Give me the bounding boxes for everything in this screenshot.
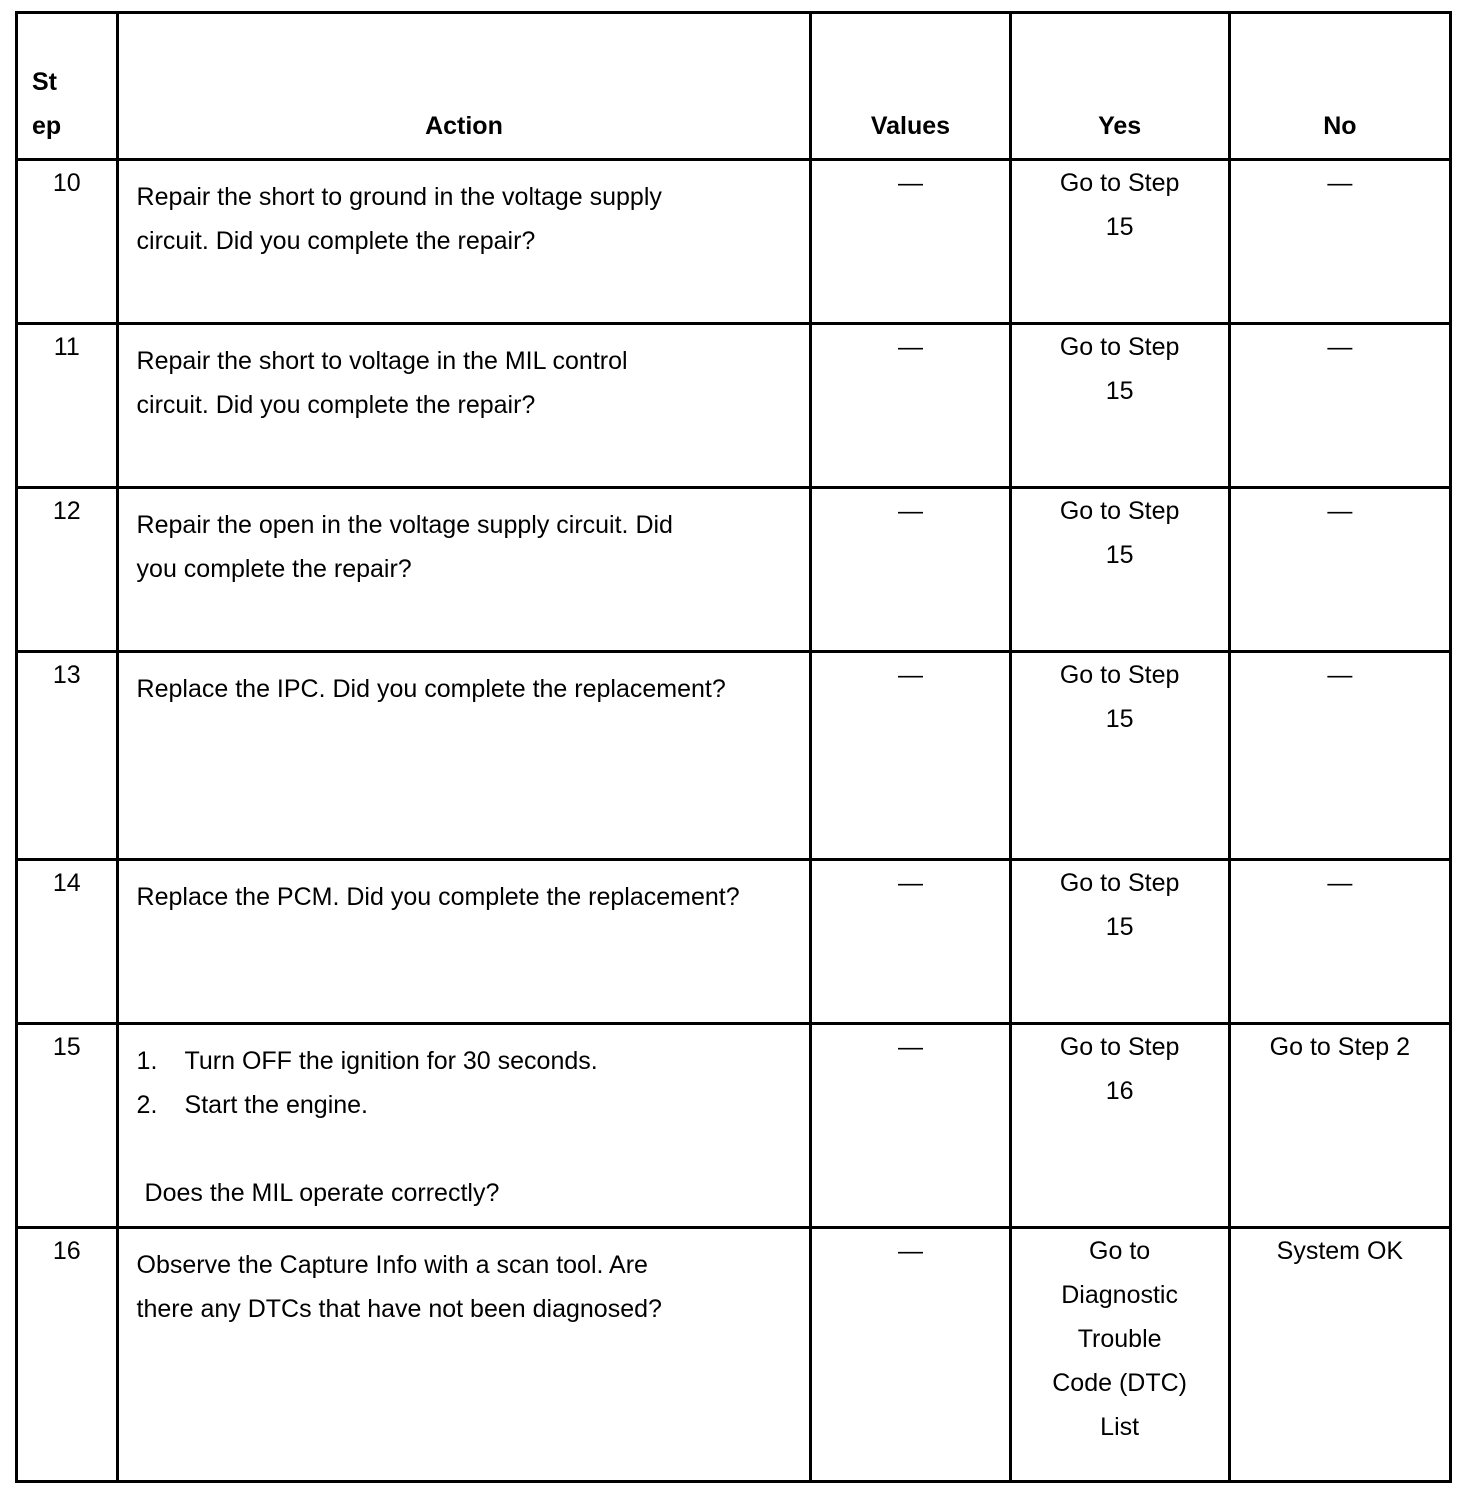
list-item — [137, 1083, 794, 1127]
action-cell — [117, 1228, 811, 1482]
yes-cell — [1010, 488, 1229, 652]
step-number: 14 — [17, 860, 118, 1024]
action-text: circuit. Did you complete the repair? — [136, 391, 536, 419]
values-cell: — — [811, 860, 1010, 1024]
action-question: Does the MIL operate correctly? — [144, 1179, 500, 1207]
action-cell — [117, 860, 811, 1024]
yes-text: Go to Step — [1059, 333, 1180, 361]
yes-cell — [1010, 1228, 1229, 1482]
no-cell: — — [1229, 160, 1450, 324]
no-cell: — — [1229, 652, 1450, 860]
yes-cell — [1010, 652, 1229, 860]
step-number: 13 — [17, 652, 118, 860]
yes-text: 15 — [1105, 213, 1134, 241]
step-number: 12 — [17, 488, 118, 652]
list-item-text: Turn OFF the ignition for 30 seconds. — [184, 1047, 598, 1075]
no-cell: — — [1229, 488, 1450, 652]
table-row — [17, 1024, 1451, 1228]
action-text: Replace the IPC. Did you complete the replacement? — [136, 675, 726, 703]
table-row — [17, 860, 1451, 1024]
list-item-text: Start the engine. — [184, 1091, 369, 1119]
yes-cell — [1010, 160, 1229, 324]
action-text: Observe the Capture Info with a scan tool. Are — [136, 1251, 648, 1279]
yes-text: Go to Step — [1059, 497, 1180, 525]
step-number: 16 — [17, 1228, 118, 1482]
action-text: you complete the repair? — [136, 555, 412, 583]
action-cell — [117, 160, 811, 324]
yes-text: Code (DTC) — [1052, 1369, 1187, 1397]
yes-text: Go to — [1089, 1237, 1151, 1265]
header-yes: Yes — [1010, 13, 1229, 160]
no-cell: System OK — [1229, 1228, 1450, 1482]
header-step-line2: ep — [32, 112, 62, 140]
yes-text: List — [1100, 1413, 1140, 1441]
values-cell: — — [811, 324, 1010, 488]
action-cell — [117, 488, 811, 652]
action-text: Repair the open in the voltage supply circuit. Did — [136, 511, 673, 539]
list-item-number: 1. — [136, 1047, 158, 1075]
yes-text: 15 — [1105, 541, 1134, 569]
action-text: there any DTCs that have not been diagnosed? — [136, 1295, 662, 1323]
values-cell: — — [811, 160, 1010, 324]
yes-cell — [1010, 1024, 1229, 1228]
table-row — [17, 652, 1451, 860]
procedure-list — [137, 1039, 794, 1127]
yes-text: 15 — [1105, 705, 1134, 733]
yes-text: Go to Step — [1059, 1033, 1180, 1061]
action-cell — [117, 324, 811, 488]
header-no: No — [1229, 13, 1450, 160]
step-number: 10 — [17, 160, 118, 324]
header-action: Action — [117, 13, 811, 160]
yes-text: 16 — [1105, 1077, 1134, 1105]
no-cell: — — [1229, 324, 1450, 488]
yes-text: Go to Step — [1059, 661, 1180, 689]
action-text: circuit. Did you complete the repair? — [136, 227, 536, 255]
yes-text: Diagnostic — [1061, 1281, 1178, 1309]
yes-cell — [1010, 860, 1229, 1024]
action-text: Repair the short to ground in the voltage supply — [136, 183, 662, 211]
step-number: 11 — [17, 324, 118, 488]
no-cell: — — [1229, 860, 1450, 1024]
header-step — [17, 13, 118, 160]
action-cell — [117, 1024, 811, 1228]
header-values: Values — [811, 13, 1010, 160]
table-row — [17, 1228, 1451, 1482]
diagnostic-table — [15, 11, 1452, 1483]
table-row — [17, 160, 1451, 324]
no-cell: Go to Step 2 — [1229, 1024, 1450, 1228]
step-number: 15 — [17, 1024, 118, 1228]
values-cell: — — [811, 1024, 1010, 1228]
values-cell: — — [811, 652, 1010, 860]
yes-text: 15 — [1105, 913, 1134, 941]
table-row — [17, 488, 1451, 652]
list-item-number: 2. — [136, 1091, 158, 1119]
values-cell: — — [811, 488, 1010, 652]
yes-cell — [1010, 324, 1229, 488]
values-cell: — — [811, 1228, 1010, 1482]
list-item — [137, 1039, 794, 1083]
action-text: Replace the PCM. Did you complete the replacement? — [136, 883, 740, 911]
yes-text: Trouble — [1077, 1325, 1162, 1353]
yes-text: 15 — [1105, 377, 1134, 405]
action-text: Repair the short to voltage in the MIL control — [136, 347, 628, 375]
header-row — [17, 13, 1451, 160]
yes-text: Go to Step — [1059, 869, 1180, 897]
action-cell — [117, 652, 811, 860]
header-step-line1: St — [32, 68, 57, 96]
table-row — [17, 324, 1451, 488]
yes-text: Go to Step — [1059, 169, 1180, 197]
